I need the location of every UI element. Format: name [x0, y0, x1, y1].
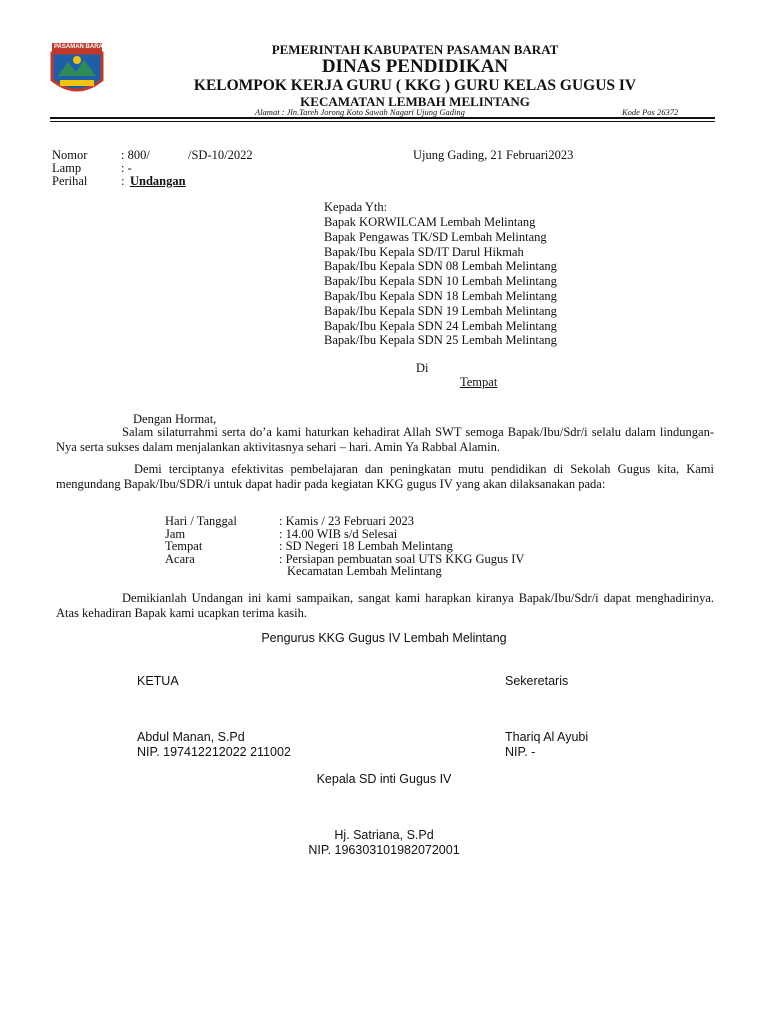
letterhead-district: KECAMATAN LEMBAH MELINTANG: [300, 94, 530, 109]
recipients-tempat: Tempat: [460, 375, 498, 389]
recipients-di: Di: [416, 361, 429, 375]
event-place-label: Tempat: [165, 539, 203, 553]
event-date-value: : Kamis / 23 Februari 2023: [279, 514, 415, 528]
recipients-heading: Kepada Yth:: [324, 200, 388, 214]
event-time-value: : 14.00 WIB s/d Selesai: [279, 526, 398, 541]
perihal-value: Undangan: [130, 174, 186, 188]
event-agenda-label: Acara: [165, 551, 195, 566]
paragraph-invitation: Demi terciptanya efektivitas pembelajaran dan peningkatan mutu pendidikan di Sekolah Gugus kita, Kami mengundang Bapak/Ibu/SDR/i untuk dapat hadir pada kegiatan KKG gugus IV yang akan dilaksanakan pada:: [56, 462, 714, 491]
ketua-name: Abdul Manan, S.Pd: [137, 730, 245, 744]
recipient-item: Bapak/Ibu Kepala SD/IT Darul Hikmah: [324, 244, 524, 259]
letterhead-rule-thin: [50, 121, 715, 122]
recipient-item: Bapak/Ibu Kepala SDN 18 Lembah Melintang: [324, 288, 557, 303]
nomor-label: Nomor: [52, 148, 88, 162]
paragraph-closing: Demikianlah Undangan ini kami sampaikan, sangat kami harapkan kiranya Bapak/Ibu/Sdr/i dapat menghadirinya. Atas kehadiran Bapak kami ucapkan terima kasih.: [56, 591, 714, 620]
letterhead-rule: [50, 117, 715, 119]
event-values: [279, 515, 524, 578]
perihal-label: Perihal: [52, 174, 88, 188]
perihal-colon: :: [121, 174, 125, 188]
recipient-item: Bapak/Ibu Kepala SDN 10 Lembah Melintang: [324, 274, 557, 289]
recipient-item: Bapak/Ibu Kepala SDN 08 Lembah Melintang: [324, 259, 557, 274]
nomor-value: : 800/: [121, 148, 150, 162]
letterhead-address: Alamat : Jln.Tareh Jorong Koto Sawah Nagari Ujung Gading: [255, 107, 465, 117]
recipient-item: Bapak KORWILCAM Lembah Melintang: [324, 215, 536, 229]
event-place-value: : SD Negeri 18 Lembah Melintang: [279, 539, 453, 553]
paragraph-greeting: Salam silaturrahmi serta do’a kami haturkan kehadirat Allah SWT semoga Bapak/Ibu/Sdr/i selalu dalam lindungan-Nya serta sukses dalam menjalankan aktivitasnya sehari – hari. Amin Ya Rabbal Alamin.: [56, 425, 714, 454]
regency-logo: [48, 42, 106, 100]
logo-text: PASAMAN BARAT: [54, 44, 107, 50]
sekretaris-nip: NIP. -: [505, 745, 536, 759]
greeting: Dengan Hormat,: [133, 412, 217, 426]
ketua-nip: NIP. 197412212022 211002: [137, 745, 291, 759]
letterhead-postcode: Kode Pos 26372: [622, 107, 679, 117]
place-date: Ujung Gading, 21 Februari2023: [413, 148, 574, 162]
event-agenda-continuation: Kecamatan Lembah Melintang: [287, 564, 442, 578]
letterhead-group: KELOMPOK KERJA GURU ( KKG ) GURU KELAS GUGUS IV: [193, 77, 637, 94]
recipient-item: Bapak/Ibu Kepala SDN 24 Lembah Melintang: [324, 318, 557, 333]
letterhead-agency: DINAS PENDIDIKAN: [321, 56, 509, 77]
recipients-list: [324, 215, 557, 348]
kepala-nip: NIP. 196303101982072001: [308, 843, 460, 857]
event-labels: [165, 515, 237, 565]
event-date-label: Hari / Tanggal: [165, 514, 237, 528]
ketua-title: KETUA: [137, 674, 179, 688]
event-time-label: Jam: [165, 526, 186, 541]
lamp-label: Lamp: [52, 161, 82, 175]
letterhead-government: PEMERINTAH KABUPATEN PASAMAN BARAT: [271, 42, 559, 57]
signature-organization: Pengurus KKG Gugus IV Lembah Melintang: [261, 631, 507, 645]
kepala-title: Kepala SD inti Gugus IV: [316, 772, 452, 786]
lamp-value: : -: [121, 161, 132, 175]
recipient-item: Bapak Pengawas TK/SD Lembah Melintang: [324, 229, 547, 244]
sekretaris-name: Thariq Al Ayubi: [505, 730, 589, 744]
recipient-item: Bapak/Ibu Kepala SDN 19 Lembah Melintang: [324, 303, 557, 318]
nomor-suffix: /SD-10/2022: [188, 148, 253, 162]
recipient-item: Bapak/Ibu Kepala SDN 25 Lembah Melintang: [324, 333, 557, 348]
event-agenda-value: : Persiapan pembuatan soal UTS KKG Gugus IV: [279, 551, 525, 566]
sekretaris-title: Sekeretaris: [505, 674, 569, 688]
kepala-name: Hj. Satriana, S.Pd: [334, 828, 434, 842]
